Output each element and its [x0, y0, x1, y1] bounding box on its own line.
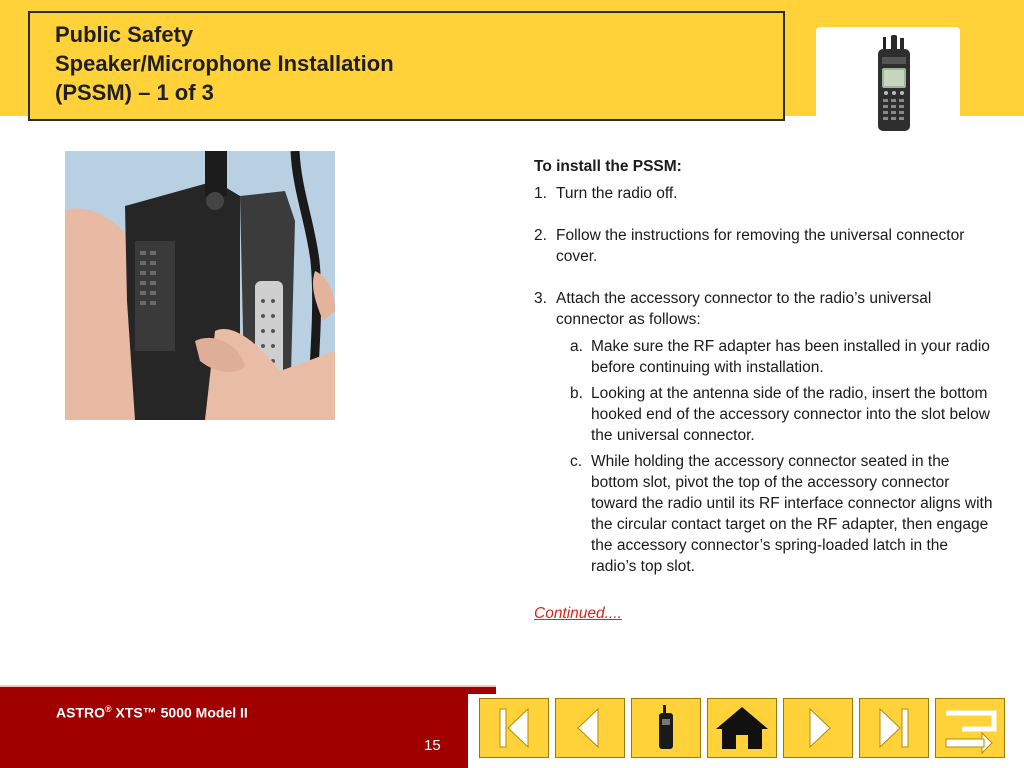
footer-product-title [56, 704, 248, 721]
step-text: Turn the radio off. [556, 185, 678, 202]
substep-letter: a. [570, 338, 583, 355]
radio-icon [632, 699, 700, 757]
next-button[interactable] [783, 698, 853, 758]
substep-letter: b. [570, 385, 583, 402]
step-text: Attach the accessory connector to the radio’s universal connector as follows: [556, 290, 932, 328]
installation-photo [65, 151, 335, 420]
title-box [28, 11, 785, 121]
radio-thumbnail-illustration [816, 27, 960, 139]
page-title-line-2: Speaker/Microphone Installation [55, 51, 394, 76]
installation-photo-illustration [65, 151, 335, 420]
home-button[interactable] [707, 698, 777, 758]
substep-letter: c. [570, 453, 583, 470]
radio-button[interactable] [631, 698, 701, 758]
product-model: XTS™ 5000 Model II [111, 704, 248, 721]
substep-text: Make sure the RF adapter has been installed in your radio before continuing with installation. [591, 338, 990, 376]
home-icon [708, 699, 776, 757]
footer-band [0, 687, 496, 768]
instructions-heading: To install the PSSM: [534, 158, 682, 175]
radio-thumbnail [816, 27, 960, 139]
last-page-icon [860, 699, 928, 757]
step-3-body [556, 288, 994, 582]
return-button[interactable] [935, 698, 1005, 758]
step-number: 2. [534, 227, 547, 244]
previous-icon [556, 699, 624, 757]
substep-text: While holding the accessory connector seated in the bottom slot, pivot the top of the accessory connector toward the radio until its RF interface connector aligns with the circular contact target on the RF adapter, then engage the accessory connector’s spring-loaded latch in the radio’s top slot. [591, 453, 993, 575]
step-2 [534, 225, 994, 267]
step-number: 1. [534, 185, 547, 202]
return-icon [936, 699, 1004, 757]
page-number: 15 [424, 737, 441, 754]
first-page-button[interactable] [479, 698, 549, 758]
first-page-icon [480, 699, 548, 757]
page-title-line-1: Public Safety [55, 22, 194, 47]
step-1 [534, 183, 994, 204]
instructions-panel [534, 156, 994, 624]
page-title-line-3: (PSSM) – 1 of 3 [55, 80, 214, 105]
product-name: ASTRO [56, 704, 105, 721]
last-page-button[interactable] [859, 698, 929, 758]
substep-a [570, 336, 994, 378]
previous-button[interactable] [555, 698, 625, 758]
substep-text: Looking at the antenna side of the radio, insert the bottom hooked end of the accessory connector into the slot below the universal connector. [591, 385, 990, 444]
continued-link[interactable]: Continued.... [534, 605, 622, 622]
substep-b [570, 383, 994, 446]
registered-mark: ® [105, 704, 112, 714]
step-number: 3. [534, 290, 547, 307]
substep-c [570, 451, 994, 577]
substeps-list [570, 336, 994, 577]
step-3 [534, 288, 994, 582]
step-text: Follow the instructions for removing the universal connector cover. [556, 227, 965, 265]
next-icon [784, 699, 852, 757]
